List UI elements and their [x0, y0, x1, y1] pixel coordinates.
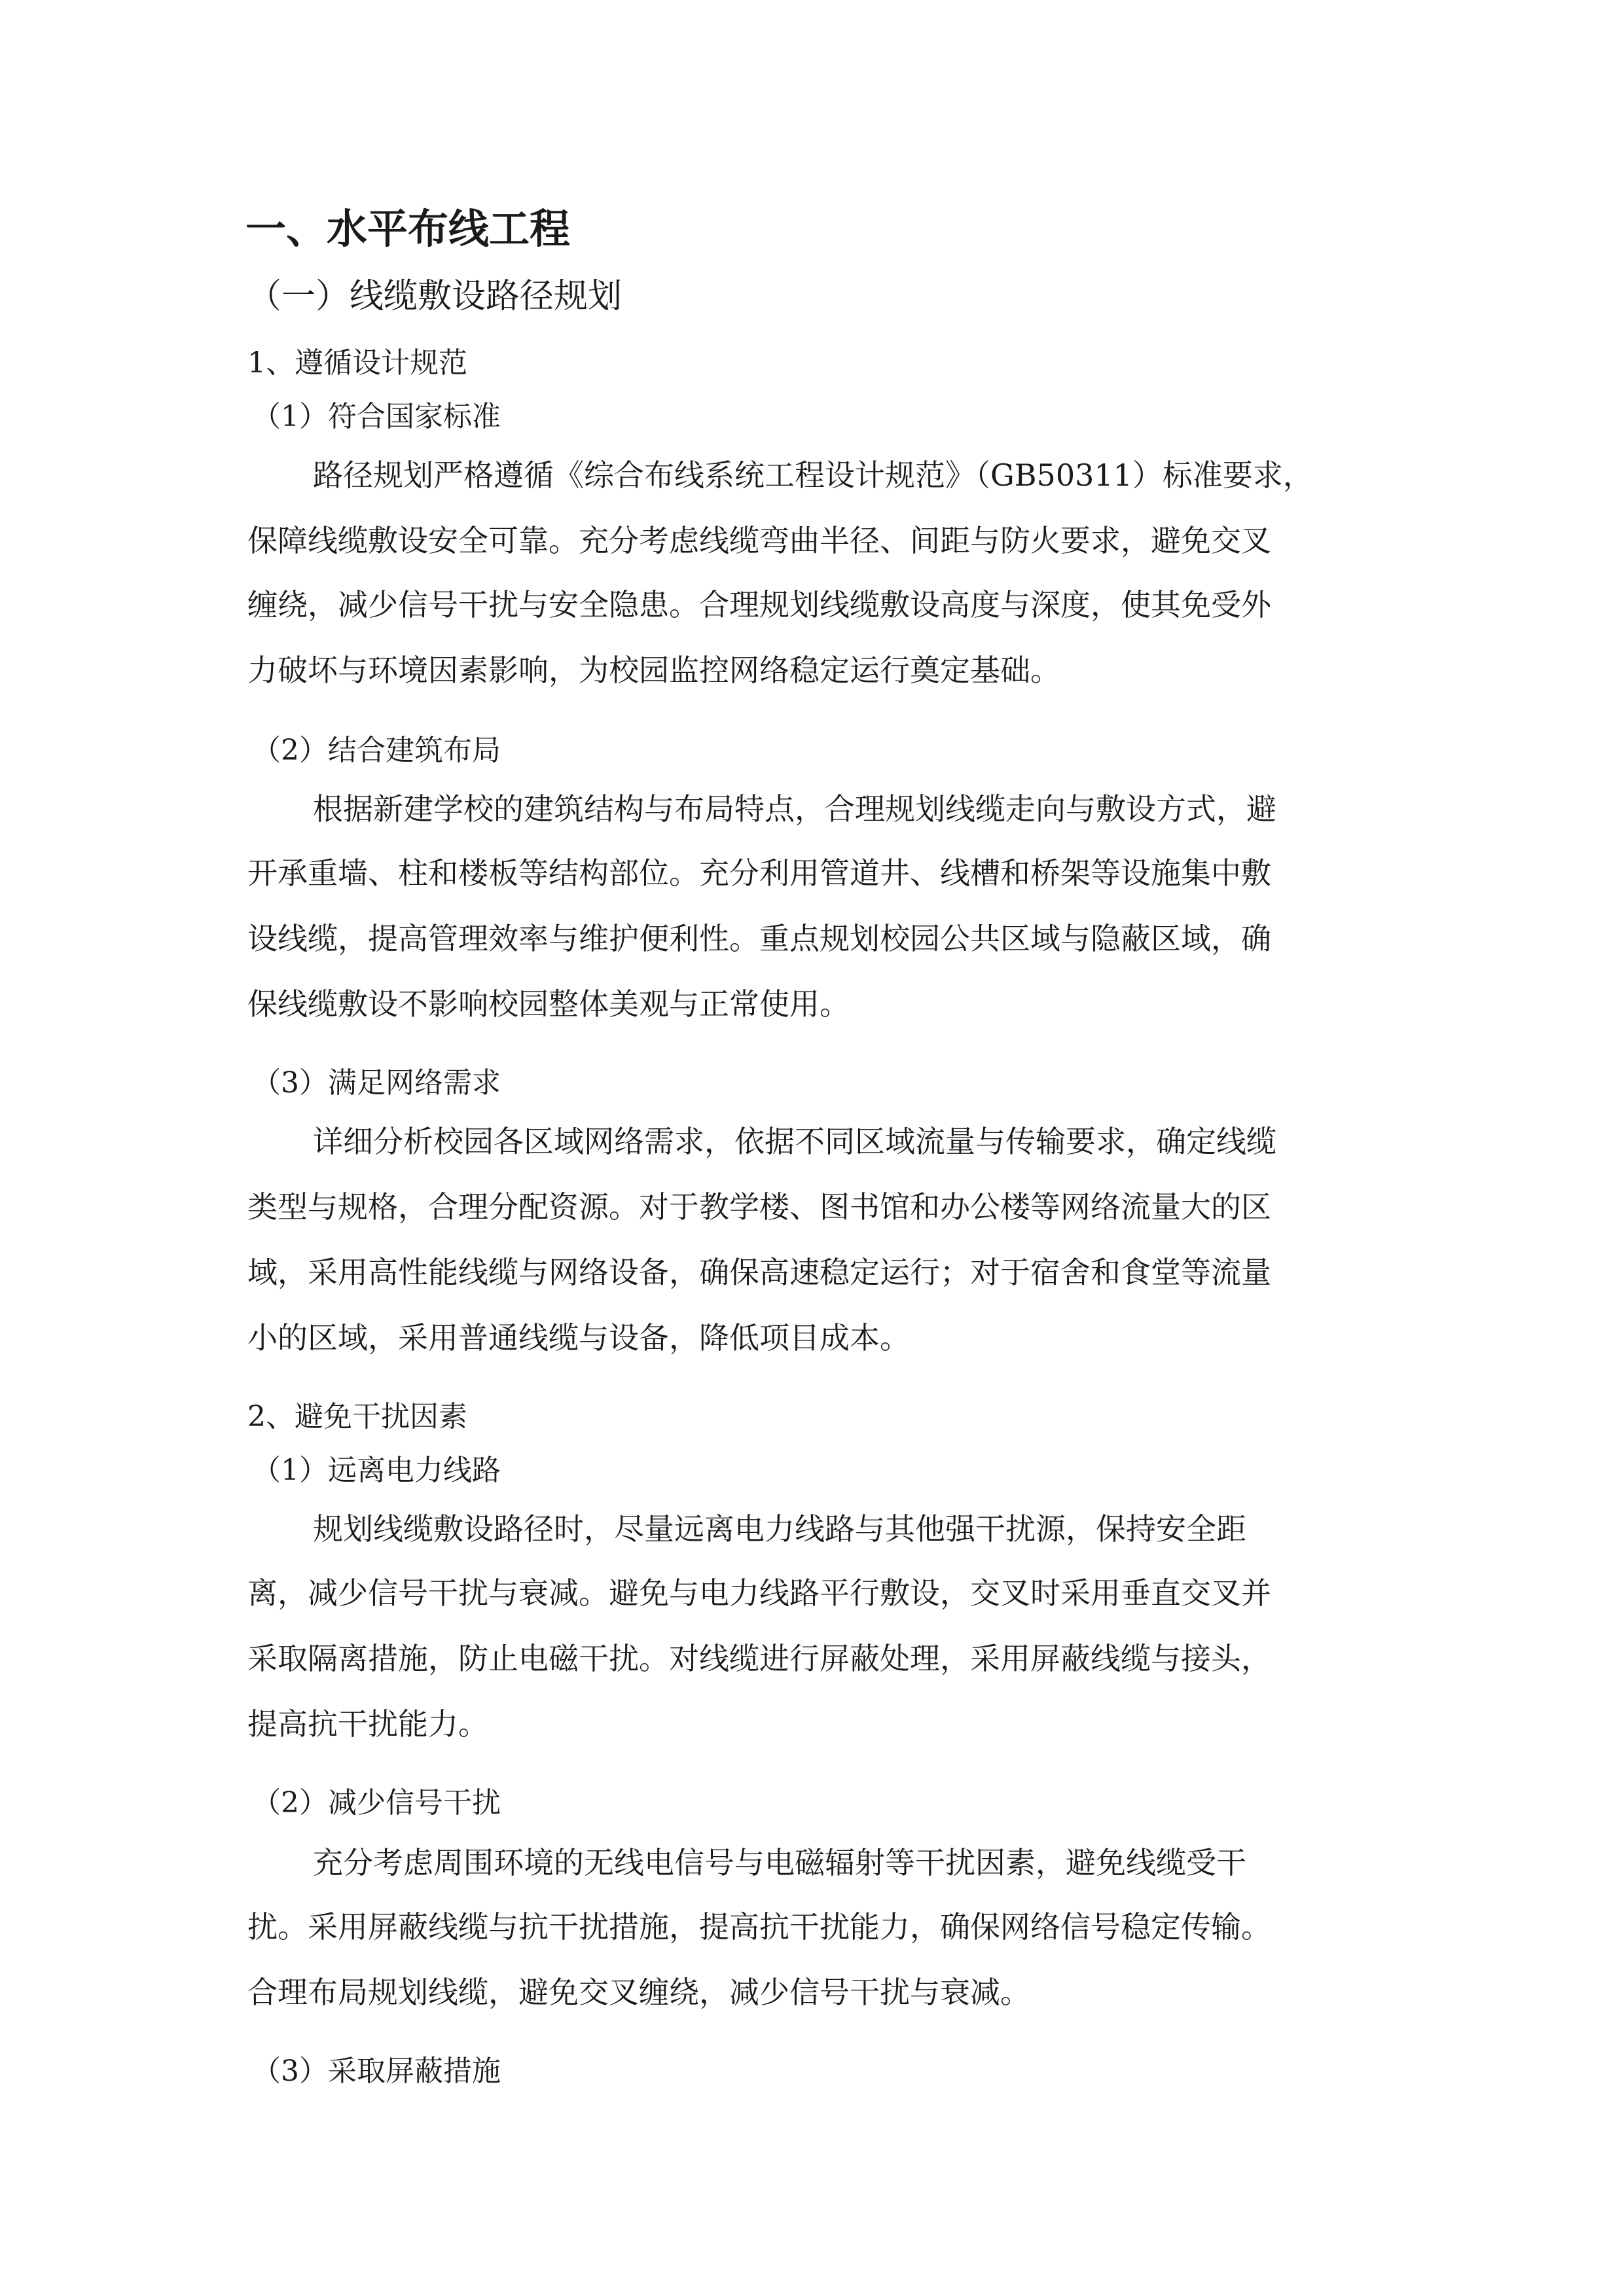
section-1-title: 1、遵循设计规范 — [247, 346, 467, 380]
subsection-1-3-title: （3）满足网络需求 — [252, 1066, 501, 1100]
paragraph-line: 根据新建学校的建筑结构与布局特点，合理规划线缆走向与敷设方式，避 — [313, 791, 1276, 827]
paragraph-line: 充分考虑周围环境的无线电信号与电磁辐射等干扰因素，避免线缆受干 — [313, 1845, 1246, 1880]
heading-1: 一、水平布线工程 — [245, 205, 571, 253]
paragraph-line: 保障线缆敷设安全可靠。充分考虑线缆弯曲半径、间距与防火要求，避免交叉 — [247, 523, 1271, 558]
paragraph-line: 缠绕，减少信号干扰与安全隐患。合理规划线缆敷设高度与深度，使其免受外 — [247, 587, 1271, 622]
paragraph-line: 详细分析校园各区域网络需求，依据不同区域流量与传输要求，确定线缆 — [313, 1124, 1276, 1159]
paragraph-line: 离，减少信号干扰与衰减。避免与电力线路平行敷设，交叉时采用垂直交叉并 — [247, 1575, 1271, 1611]
subsection-1-1-title: （1）符合国家标准 — [252, 400, 501, 433]
heading-2: （一）线缆敷设路径规划 — [247, 277, 623, 316]
subsection-2-3-title: （3）采取屏蔽措施 — [252, 2054, 501, 2088]
paragraph-line: 小的区域，采用普通线缆与设备，降低项目成本。 — [247, 1320, 910, 1355]
subsection-1-2-title: （2）结合建筑布局 — [252, 734, 501, 767]
paragraph-line: 开承重墙、柱和楼板等结构部位。充分利用管道井、线槽和桥架等设施集中敷 — [247, 855, 1271, 891]
section-2-title: 2、避免干扰因素 — [247, 1400, 467, 1433]
paragraph-line: 扰。采用屏蔽线缆与抗干扰措施，提高抗干扰能力，确保网络信号稳定传输。 — [247, 1909, 1271, 1945]
paragraph-line: 力破坏与环境因素影响，为校园监控网络稳定运行奠定基础。 — [247, 653, 1060, 688]
subsection-2-2-title: （2）减少信号干扰 — [252, 1786, 501, 1820]
paragraph-line: 类型与规格，合理分配资源。对于教学楼、图书馆和办公楼等网络流量大的区 — [247, 1189, 1271, 1225]
subsection-2-1-title: （1）远离电力线路 — [252, 1454, 501, 1487]
paragraph-line: 采取隔离措施，防止电磁干扰。对线缆进行屏蔽处理，采用屏蔽线缆与接头， — [247, 1641, 1271, 1676]
paragraph-line: 提高抗干扰能力。 — [247, 1706, 488, 1742]
paragraph-line: 规划线缆敷设路径时，尽量远离电力线路与其他强干扰源，保持安全距 — [313, 1511, 1246, 1547]
paragraph-line: 合理布局规划线缆，避免交叉缠绕，减少信号干扰与衰减。 — [247, 1975, 1030, 2010]
paragraph-line: 域，采用高性能线缆与网络设备，确保高速稳定运行；对于宿舍和食堂等流量 — [247, 1255, 1271, 1290]
paragraph-line: 保线缆敷设不影响校园整体美观与正常使用。 — [247, 986, 850, 1022]
paragraph-line: 设线缆，提高管理效率与维护便利性。重点规划校园公共区域与隐蔽区域，确 — [247, 921, 1271, 956]
paragraph-line: 路径规划严格遵循《综合布线系统工程设计规范》（GB50311）标准要求， — [313, 457, 1313, 493]
